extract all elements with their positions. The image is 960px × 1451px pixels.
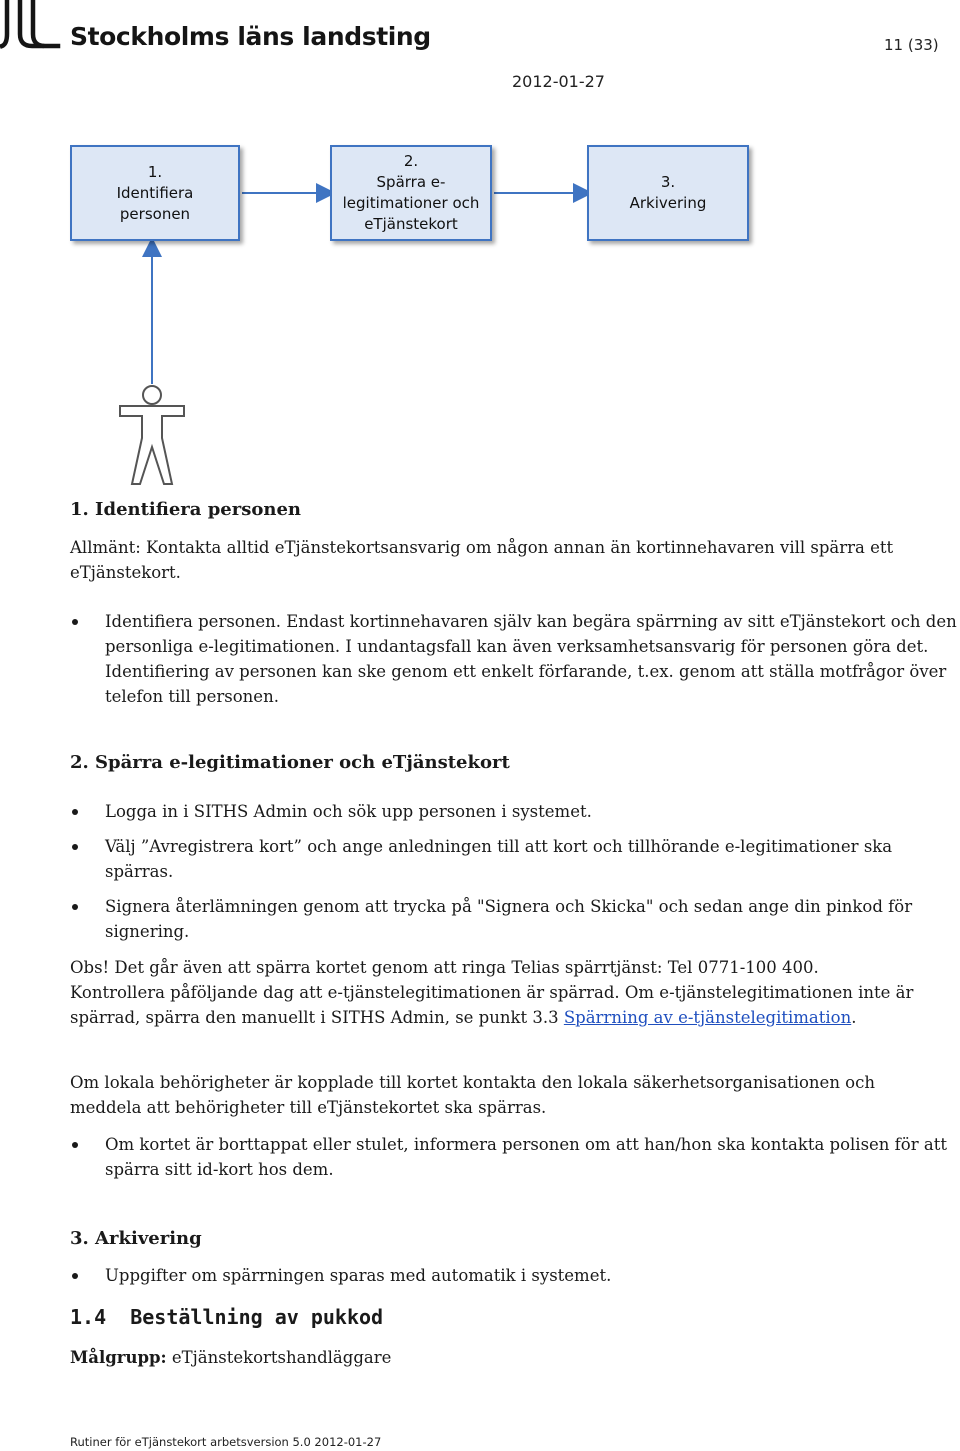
step-label: 3. Arkivering <box>629 173 707 212</box>
process-diagram <box>0 0 960 500</box>
obs-text-continued: Kontrollera påföljande dag att e-tjänstelegitimationen är spärrad. Om e-tjänstelegitimationen inte är spärrad, spärra den manuellt i SITHS Admin, se punkt 3.3 <box>70 983 914 1027</box>
step-box-identify <box>70 145 240 241</box>
page-footer: Rutiner för eTjänstekort arbetsversion 5.0 2012-01-27 <box>70 1435 382 1449</box>
list-item: Om kortet är borttappat eller stulet, informera personen om att han/hon ska kontakta polisen för att spärra sitt id-kort hos dem. <box>70 1132 960 1182</box>
obs-text: Obs! Det går även att spärra kortet genom att ringa Telias spärrtjänst: Tel 0771-100 400. <box>70 958 819 977</box>
target-group <box>70 1345 391 1370</box>
step-label: 1. Identifiera personen <box>116 162 194 223</box>
bullet-list-block <box>70 799 960 944</box>
section-number: 1.4 <box>70 1305 107 1329</box>
list-item: Uppgifter om spärrningen sparas med automatik i systemet. <box>70 1263 960 1288</box>
section-intro <box>70 535 950 585</box>
target-label: Målgrupp: <box>70 1348 167 1367</box>
obs-paragraph <box>70 955 950 1030</box>
actor-icon <box>120 386 184 484</box>
bullet-list-identify <box>70 609 960 709</box>
section-title-text: Beställning av pukkod <box>130 1305 384 1329</box>
section-heading-identify: 1. Identifiera personen <box>70 499 301 520</box>
step-box-archive <box>587 145 749 241</box>
document-date: 2012-01-27 <box>512 72 605 91</box>
step-label: 2. Spärra e- legitimationer och eTjänstekort <box>342 152 480 233</box>
target-value: eTjänstekortshandläggare <box>171 1348 392 1367</box>
organization-name: Stockholms läns landsting <box>70 22 431 51</box>
list-item: Logga in i SITHS Admin och sök upp personen i systemet. <box>70 799 960 824</box>
list-item: Signera återlämningen genom att trycka på "Signera och Skicka" och sedan ange din pinkod för signering. <box>70 894 960 944</box>
local-text: Om lokala behörigheter är kopplade till kortet kontakta den lokala säkerhetsorganisationen och meddela att behörigheter till eTjänstekortet ska spärras. <box>70 1073 875 1117</box>
list-item: Identifiera personen. Endast kortinnehavaren själv kan begära spärrning av sitt eTjänstekort och den personliga e-legitimationen. I undantagsfall kan även verksamhetsansvarig för personen göra det. Identifiering av personen kan ske genom ett enkelt förfarande, t.ex. genom att ställa motfrågor över telefon till personen. <box>70 609 960 709</box>
page-number: 11 (33) <box>884 36 939 54</box>
list-item: Välj ”Avregistrera kort” och ange anledningen till att kort och tillhörande e-legitimationer ska spärras. <box>70 834 960 884</box>
section-heading-archive: 3. Arkivering <box>70 1228 202 1249</box>
local-permissions-paragraph <box>70 1070 950 1120</box>
bullet-list-lost-card <box>70 1132 960 1182</box>
intro-text: Allmänt: Kontakta alltid eTjänstekortsansvarig om någon annan än kortinnehavaren vill spärra ett eTjänstekort. <box>70 538 894 582</box>
step-box-block <box>330 145 492 241</box>
section-heading-block: 2. Spärra e-legitimationer och eTjänstekort <box>70 752 510 773</box>
bullet-list-archive <box>70 1263 960 1288</box>
link-sparrning[interactable]: Spärrning av e-tjänstelegitimation <box>563 1008 852 1027</box>
section-title-pukkod <box>70 1305 383 1329</box>
obs-tail: . <box>851 1008 857 1027</box>
